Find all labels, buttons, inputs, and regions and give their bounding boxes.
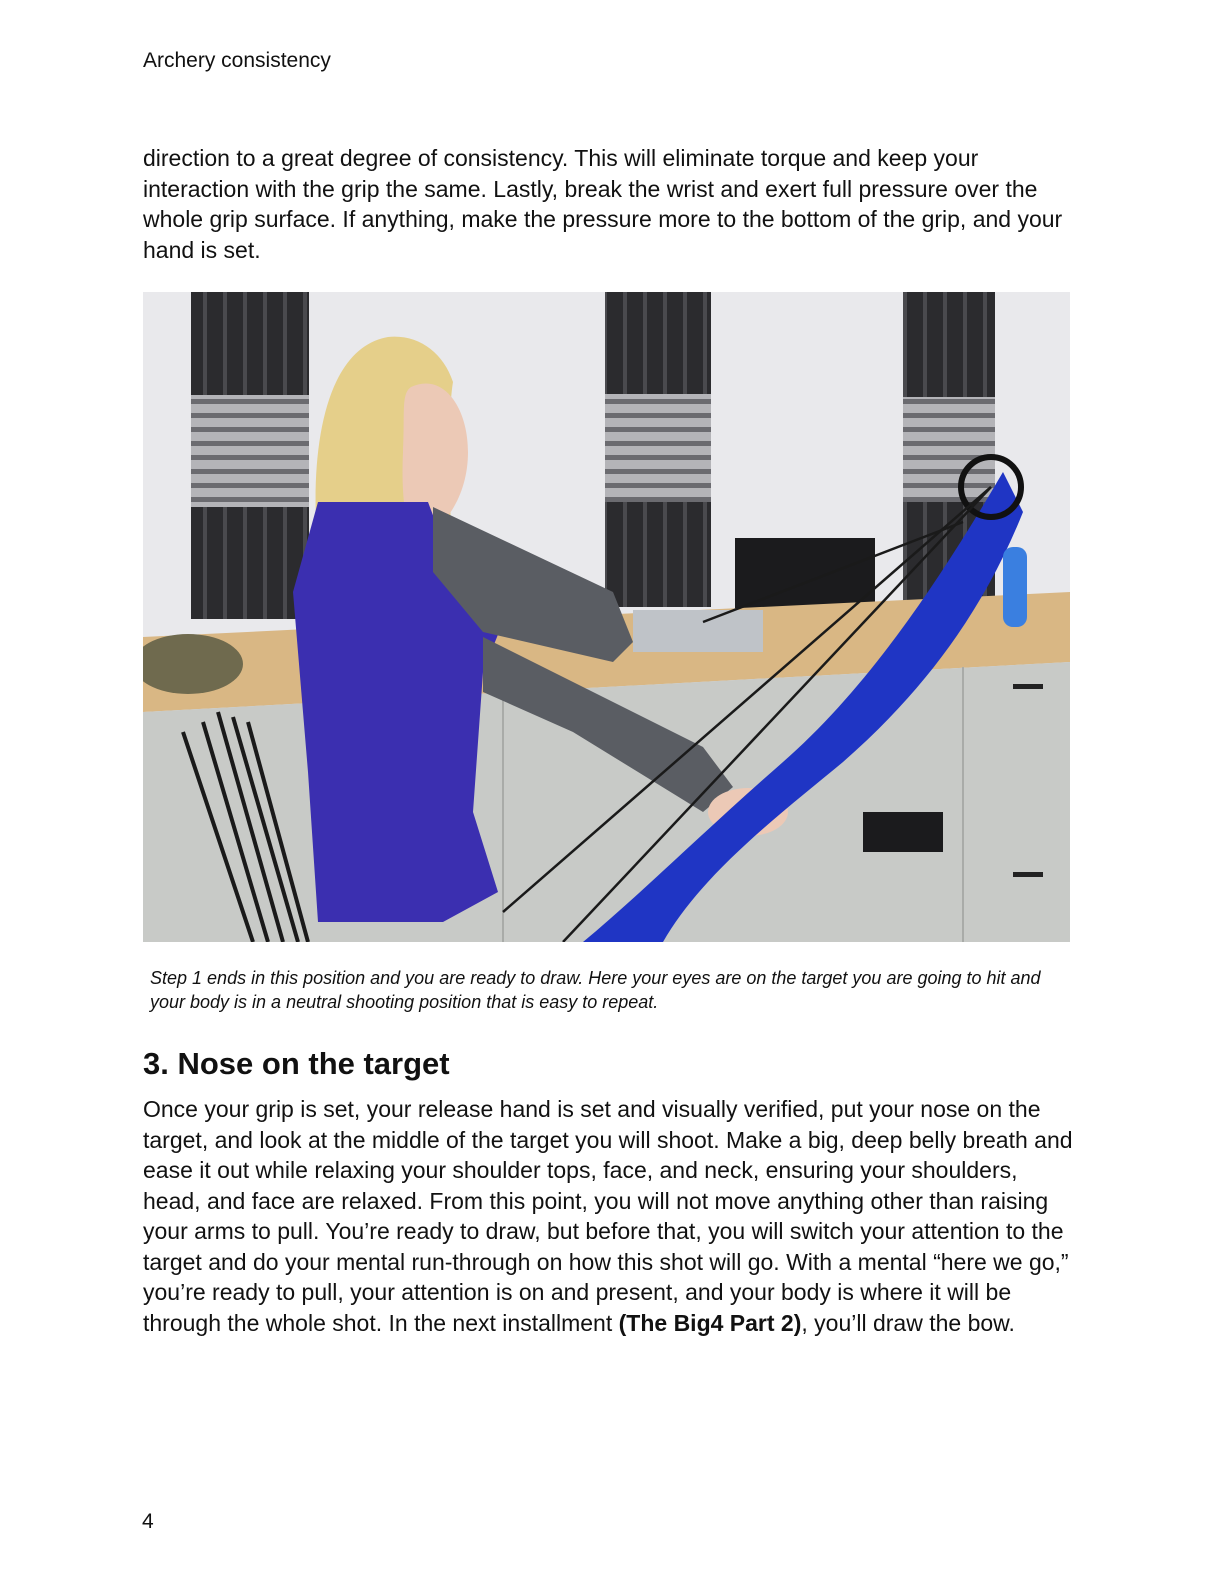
foam-panel-right-top — [903, 292, 995, 397]
foam-panel-left-top — [191, 292, 309, 395]
section-paragraph — [143, 1094, 1078, 1338]
foam-panel-center-top — [605, 292, 711, 394]
foam-panel-center-mid — [605, 394, 711, 502]
section-heading: 3. Nose on the target — [143, 1046, 450, 1081]
photo-caption: Step 1 ends in this position and you are ready to draw. Here your eyes are on the target you are going to hit and your body is in a neutral shooting position that is easy to repeat. — [150, 968, 1041, 1012]
foam-panel-left-mid — [191, 395, 309, 507]
running-header: Archery consistency — [143, 49, 331, 72]
installment-reference: (The Big4 Part 2) — [618, 1309, 802, 1336]
intro-paragraph: direction to a great degree of consistency. This will eliminate torque and keep your interaction with the grip the same. Lastly, break the wrist and exert full pressure over the whole grip surface. If anything, make the pressure more to the bottom of the grip, and your hand is set. — [143, 145, 1063, 263]
foam-panel-right-mid — [903, 397, 995, 502]
archer-photo — [143, 292, 1070, 942]
bow-sight — [863, 812, 943, 852]
page-number: 4 — [142, 1510, 154, 1533]
section-paragraph-ending: , you’ll draw the bow. — [801, 1309, 1015, 1336]
foam-panel-left-bottom — [191, 507, 309, 619]
foam-panel-center-bottom — [605, 502, 711, 607]
section-paragraph-text: Once your grip is set, your release hand is set and visually verified, put your nose on the target, and look at the middle of the target you will shoot. Make a big, deep belly breath and ease it out while relaxing your shoulder tops, face, and neck, ensuring your shoulders, head, and face are relaxed. From this point, you will not move anything other than raising your arms to pull. You’re ready to draw, but before that, you will switch your attention to the target and do your mental run-through on how this shot will go. With a mental “here we go,” you’re ready to pull, your attention is on and present, and your body is where it will be through the whole shot. In the next installment — [143, 1096, 1073, 1336]
